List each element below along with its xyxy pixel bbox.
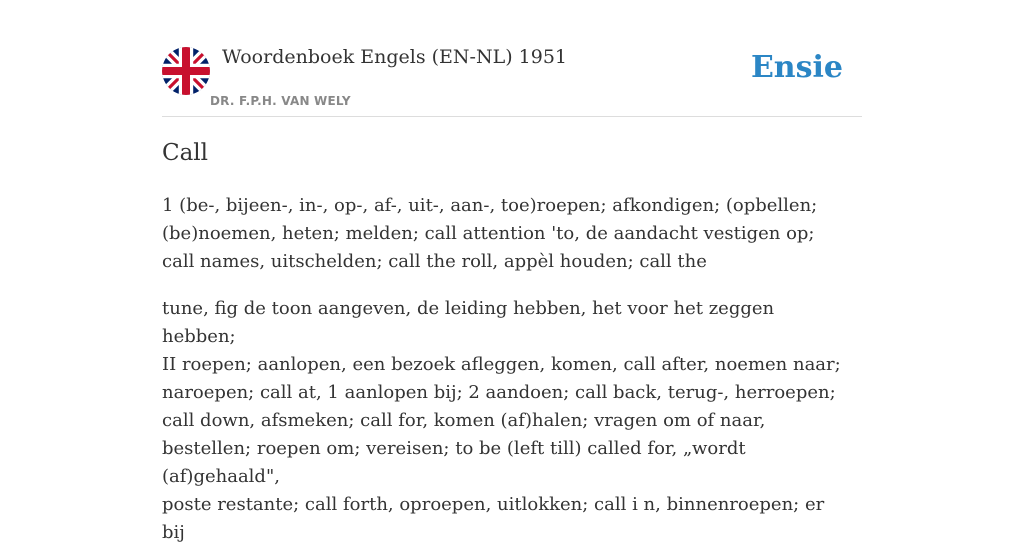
definition-paragraph: tune, fig de toon aangeven, de leiding hebben, het voor het zeggen hebben;	[162, 298, 775, 347]
definition-paragraph: II roepen; aanlopen, een bezoek afleggen, komen, call after, noemen naar; naroepen; call at, 1 aanlopen bij; 2 aandoen; call back, terug-, herroepen; call down, afsmeken; call for, komen (af)halen; vragen om of naar, bestellen; roepen om; vereisen; to be (left till) called for, „wordt (af)gehaald",	[162, 354, 841, 487]
dictionary-author: DR. F.P.H. VAN WELY	[210, 94, 351, 108]
uk-flag-icon	[162, 47, 210, 95]
ensie-logo-link[interactable]: Ensie	[750, 50, 843, 85]
definition-paragraph: 1 (be-, bijeen-, in-, op-, af-, uit-, aan-, toe)roepen; afkondigen; (opbellen; (be)noemen, heten; melden; call attention 'to, de aandacht vestigen op; call names, uitschelden; call the roll, appèl houden; call the	[162, 195, 818, 272]
page	[162, 0, 862, 543]
dictionary-header	[162, 0, 862, 117]
dictionary-title[interactable]: Woordenboek Engels (EN-NL) 1951	[222, 46, 567, 68]
definition-paragraph: poste restante; call forth, oproepen, uitlokken; call i n, binnenroepen; er bij	[162, 494, 825, 543]
entry-headword: Call	[162, 140, 209, 166]
